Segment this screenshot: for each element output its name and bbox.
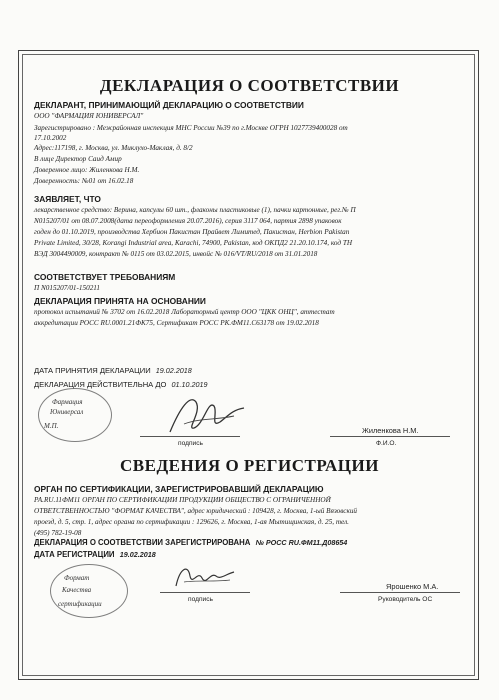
reg-date-row — [34, 550, 156, 559]
basis-line-1: аккредитации РОСС RU.0001.21ФК75, Сертификат РОСС РК.ФМ11.С63178 от 19.02.2018 — [34, 319, 319, 327]
cert-stamp-text-1: Качества — [62, 586, 92, 594]
organ-heading: ОРГАН ПО СЕРТИФИКАЦИИ, ЗАРЕГИСТРИРОВАВШИЙ ДЕКЛАРАЦИЮ — [34, 484, 324, 494]
states-line-4: ВЭД 3004490009, контракт № 0115 от 03.02.2015, инвойс № 016/VT/RU/2018 от 31.01.2018 — [34, 250, 318, 258]
conforms-heading: СООТВЕТСТВУЕТ ТРЕБОВАНИЯМ — [34, 272, 176, 282]
declarant-signature-line — [140, 436, 240, 437]
registered-number: № РОСС RU.ФМ11.Д08654 — [255, 538, 348, 547]
states-line-2: годен до 01.10.2019, производства Хербион Пакистан Прайвет Лимитед, Пакистан, Herbion Pakistan — [34, 228, 350, 236]
declarant-signature — [160, 388, 250, 442]
declarant-fio-name: Жиленкова Н.М. — [362, 426, 419, 435]
accept-date-row — [34, 366, 192, 375]
head-signature — [170, 560, 240, 596]
declarant-line-2: 17.10.2002 — [34, 134, 67, 142]
head-name: Ярошенко М.А. — [386, 582, 439, 591]
cert-stamp-text-2: сертификации — [58, 600, 102, 608]
head-signature-caption: подпись — [188, 596, 213, 603]
accept-date-label: ДАТА ПРИНЯТИЯ ДЕКЛАРАЦИИ — [34, 366, 151, 375]
head-caption: Руководитель ОС — [378, 596, 433, 603]
declarant-line-4: В лице Директор Саид Амир — [34, 155, 122, 163]
declarant-line-3: Адрес:117198, г. Москва, ул. Миклухо-Маклая, д. 8/2 — [34, 144, 193, 152]
registered-row — [34, 538, 347, 547]
reg-date-label: ДАТА РЕГИСТРАЦИИ — [34, 550, 115, 559]
head-signature-line — [160, 592, 250, 593]
organ-line-1: ОТВЕТСТВЕННОСТЬЮ "ФОРМАТ КАЧЕСТВА", адрес юридический : 109428, г. Москва, 1-ый Вязовский — [34, 507, 358, 515]
fio-line — [330, 436, 450, 437]
declarant-line-0: ООО "ФАРМАЦИЯ ЮНИВЕРСАЛ" — [34, 112, 144, 120]
registered-heading: ДЕКЛАРАЦИЯ О СООТВЕТСТВИИ ЗАРЕГИСТРИРОВАНА — [34, 538, 251, 547]
declaration-title: ДЕКЛАРАЦИЯ О СООТВЕТСТВИИ — [99, 76, 400, 95]
declarant-heading: ДЕКЛАРАНТ, ПРИНИМАЮЩИЙ ДЕКЛАРАЦИЮ О СООТВЕТСТВИИ — [34, 100, 304, 110]
company-stamp-text-1: Юниверсал — [50, 408, 84, 416]
organ-line-3: (495) 782-19-08 — [34, 529, 82, 537]
accept-date-value: 19.02.2018 — [155, 366, 192, 375]
conforms-line: П N015207/01-150211 — [34, 284, 100, 292]
organ-line-2: проезд, д. 5, стр. 1, адрес органа по сертификации : 129626, г. Москва, 1-ая Мытищинская, д. 25, тел. — [34, 518, 349, 526]
valid-until-label: ДЕКЛАРАЦИЯ ДЕЙСТВИТЕЛЬНА ДО — [34, 380, 167, 389]
company-stamp-text-2: М.П. — [44, 422, 59, 430]
states-line-1: N015207/01 от 08.07.2008(дата переоформления 20.07.2016), серия 3117 064, партия 2898 упаковок — [34, 217, 342, 225]
basis-heading: ДЕКЛАРАЦИЯ ПРИНЯТА НА ОСНОВАНИИ — [34, 296, 206, 306]
declarant-signature-caption: подпись — [178, 440, 203, 447]
declarant-fio-caption: Ф.И.О. — [376, 440, 397, 447]
valid-until-value: 01.10.2019 — [171, 380, 208, 389]
head-name-line — [340, 592, 460, 593]
organ-line-0: РА.RU.11ФМ11 ОРГАН ПО СЕРТИФИКАЦИИ ПРОДУКЦИИ ОБЩЕСТВО С ОГРАНИЧЕННОЙ — [34, 496, 331, 504]
declarant-line-6: Доверенность: №01 от 16.02.18 — [34, 177, 134, 185]
cert-stamp-text-0: Формат — [64, 574, 90, 582]
declarant-line-5: Доверенное лицо: Жиленкова Н.М. — [34, 166, 140, 174]
company-stamp-text-0: Фармация — [52, 398, 83, 406]
states-heading: ЗАЯВЛЯЕТ, ЧТО — [34, 194, 101, 204]
reg-date-value: 19.02.2018 — [119, 550, 156, 559]
states-line-3: Private Limited, 30/28, Korangi Industrial area, Karachi, 74900, Pakistan, код ОКПД2 21.20.10.174, код ТН — [34, 239, 353, 247]
registration-title: СВЕДЕНИЯ О РЕГИСТРАЦИИ — [120, 456, 379, 475]
states-line-0: лекарственное средство: Верина, капсулы 60 шт., флаконы пластиковые (1), пачки картонные, рег.№ П — [34, 206, 356, 214]
basis-line-0: протокол испытаний № 3702 от 16.02.2018 Лабораторный центр ООО "ЦКК ОНЦ", аттестат — [34, 308, 335, 316]
declarant-line-1: Зарегистрировано : Межрайонная инспекция МНС России №39 по г.Москве ОГРН 1027739400028 от — [34, 124, 348, 132]
